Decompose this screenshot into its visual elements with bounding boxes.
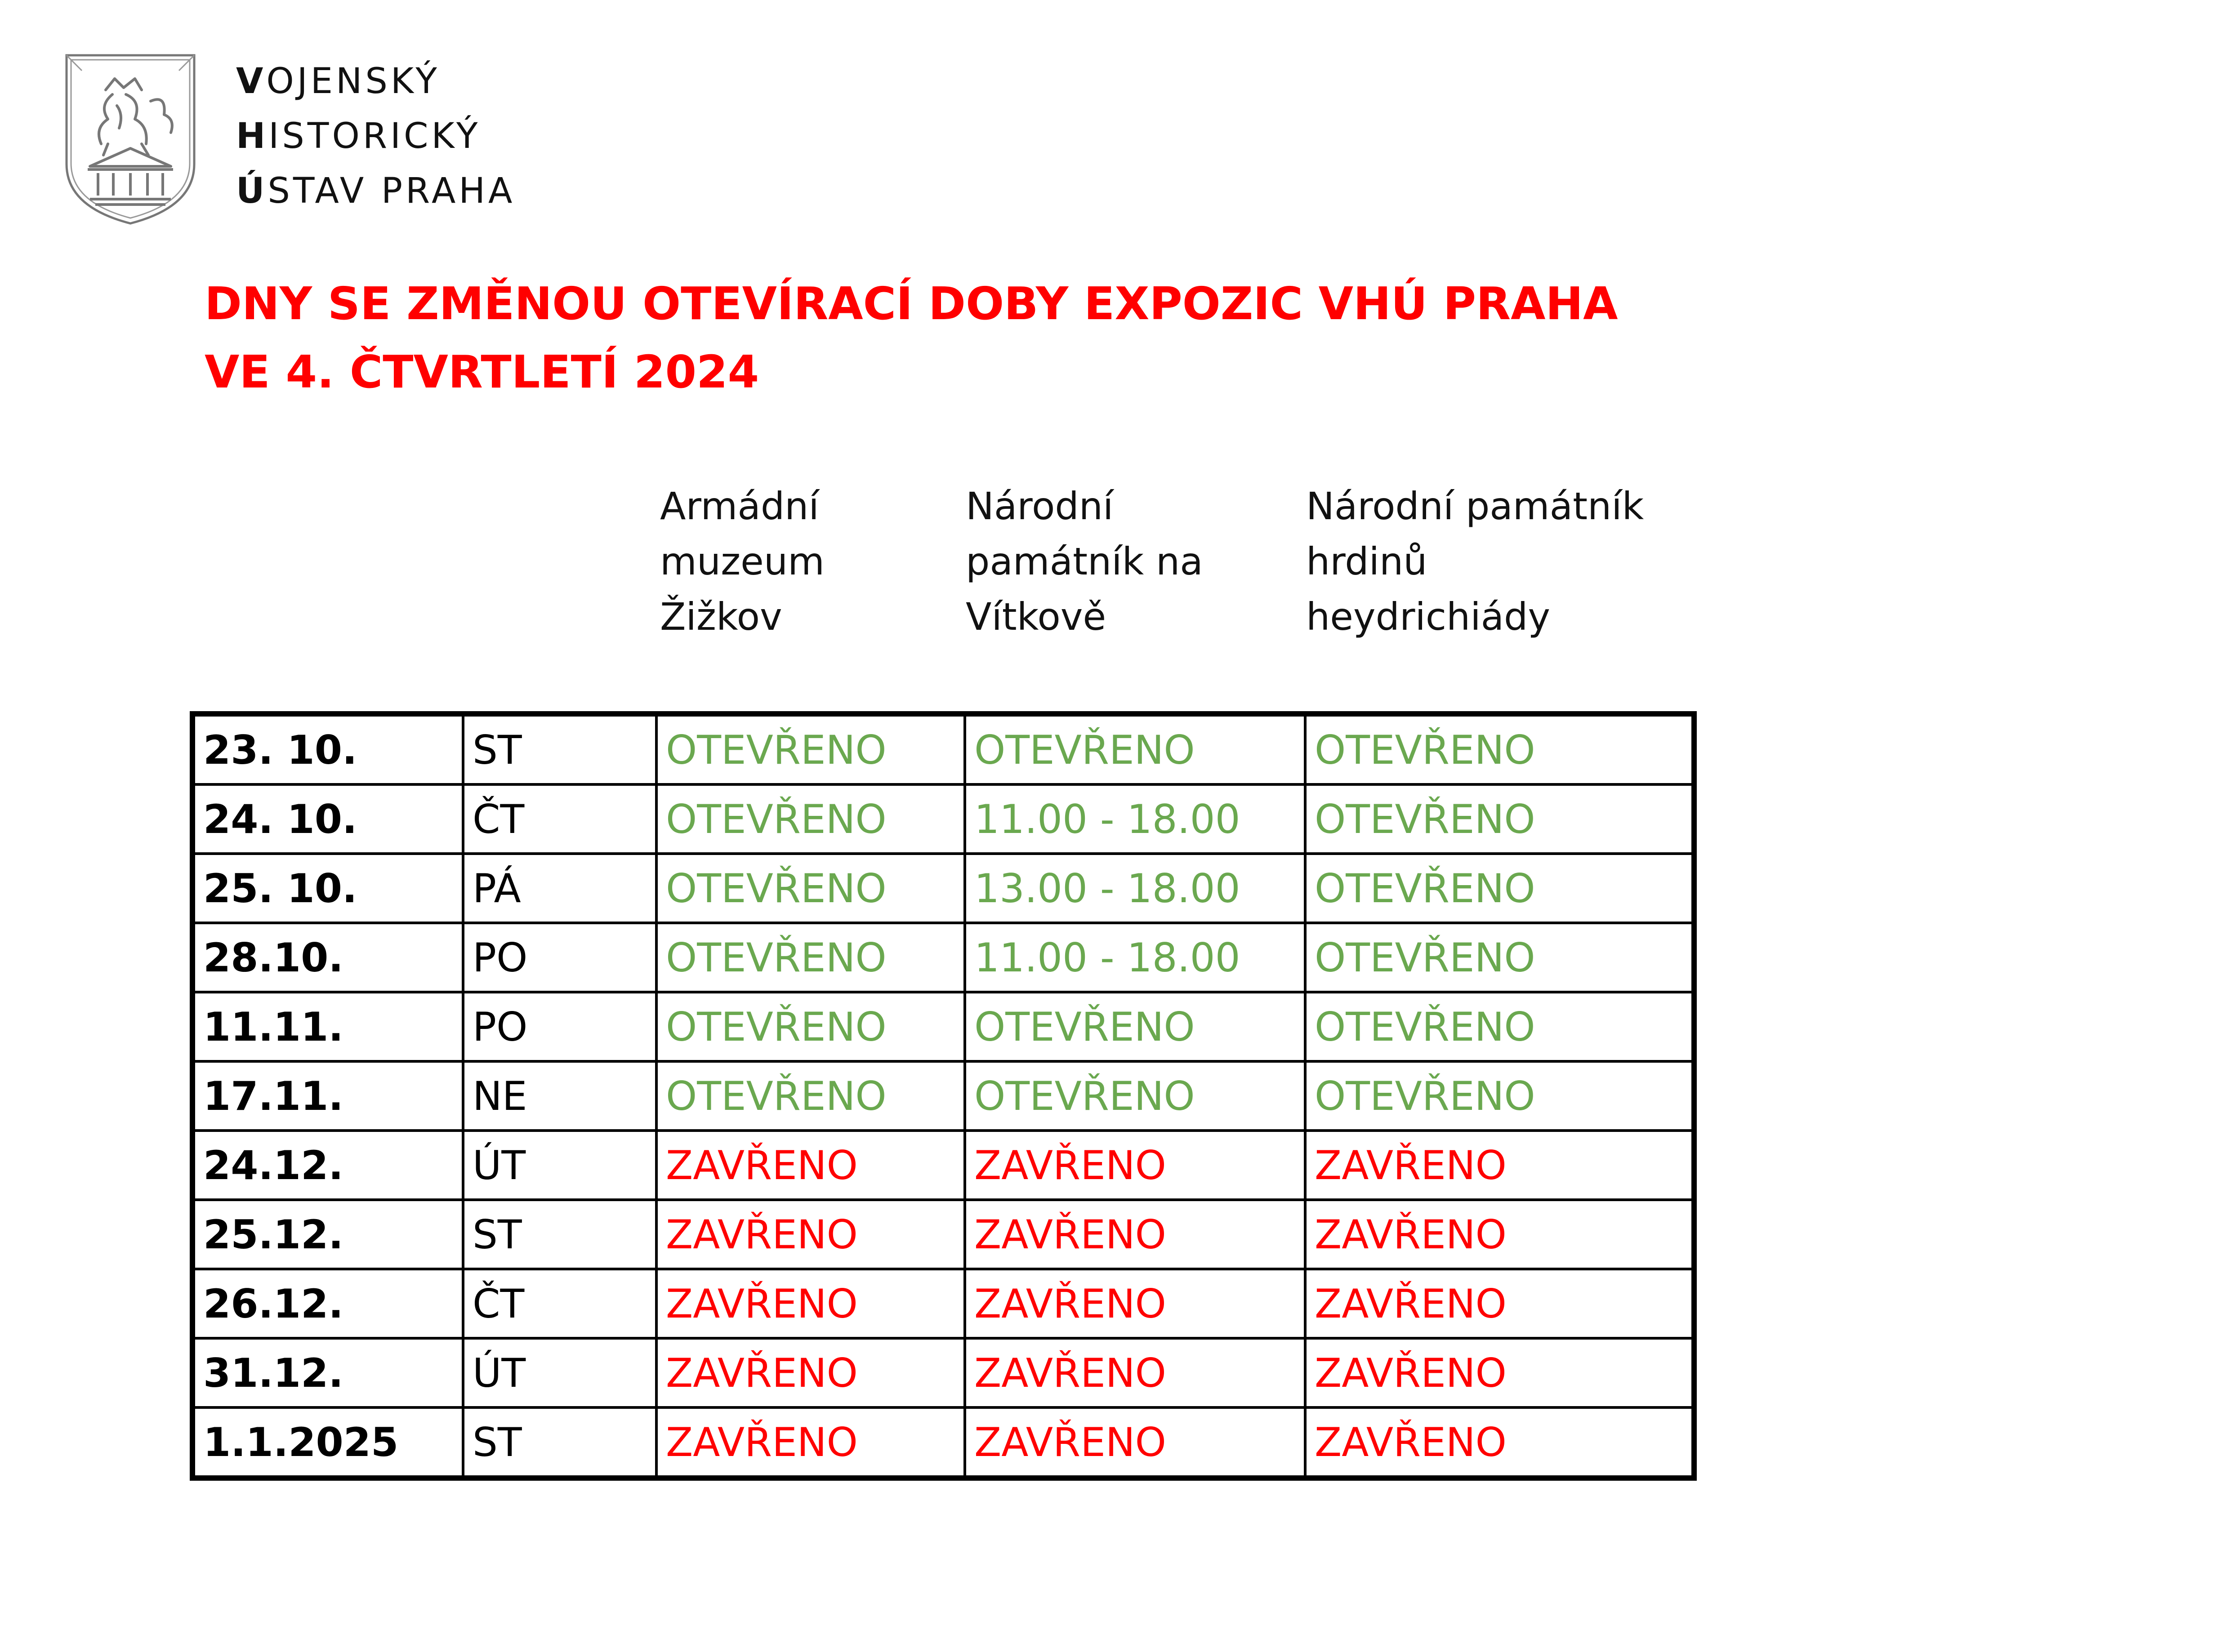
table-row (192, 714, 1694, 784)
vitkov-status-cell: ZAVŘENO (965, 1338, 1305, 1407)
weekday-cell: ST (463, 1200, 656, 1269)
heydrichiada-status-cell: OTEVŘENO (1305, 784, 1694, 854)
weekday-cell: ČT (463, 784, 656, 854)
table-row (192, 992, 1694, 1061)
heydrichiada-status-cell: ZAVŘENO (1305, 1200, 1694, 1269)
institute-name (236, 54, 515, 218)
army-museum-status-cell: OTEVŘENO (656, 1061, 965, 1131)
weekday-cell: PO (463, 992, 656, 1061)
army-museum-status-cell: OTEVŘENO (656, 784, 965, 854)
vitkov-status-cell: ZAVŘENO (965, 1269, 1305, 1338)
table-row (192, 784, 1694, 854)
heydrichiada-status-cell: OTEVŘENO (1305, 992, 1694, 1061)
weekday-cell: NE (463, 1061, 656, 1131)
table-row (192, 854, 1694, 923)
vitkov-status-cell: 13.00 - 18.00 (965, 854, 1305, 923)
weekday-cell: ST (463, 714, 656, 784)
date-cell: 25. 10. (192, 854, 463, 923)
table-row (192, 1131, 1694, 1200)
date-cell: 24. 10. (192, 784, 463, 854)
institute-name-line-1: VOJENSKÝ (236, 61, 440, 102)
table-row (192, 1269, 1694, 1338)
institute-name-line-3: ÚSTAV PRAHA (236, 171, 516, 211)
army-museum-status-cell: OTEVŘENO (656, 854, 965, 923)
table-row (192, 923, 1694, 992)
weekday-cell: ÚT (463, 1131, 656, 1200)
army-museum-status-cell: ZAVŘENO (656, 1407, 965, 1478)
weekday-cell: ST (463, 1407, 656, 1478)
date-cell: 23. 10. (192, 714, 463, 784)
page-title (205, 270, 1618, 406)
institute-name-line-2: HISTORICKÝ (236, 116, 481, 156)
date-cell: 31.12. (192, 1338, 463, 1407)
vitkov-status-cell: 11.00 - 18.00 (965, 784, 1305, 854)
date-cell: 26.12. (192, 1269, 463, 1338)
weekday-cell: ČT (463, 1269, 656, 1338)
table-row (192, 1338, 1694, 1407)
vitkov-status-cell: OTEVŘENO (965, 714, 1305, 784)
army-museum-status-cell: ZAVŘENO (656, 1269, 965, 1338)
army-museum-status-cell: ZAVŘENO (656, 1200, 965, 1269)
heydrichiada-status-cell: OTEVŘENO (1305, 854, 1694, 923)
opening-hours-table-body (192, 714, 1694, 1478)
institute-crest-logo (63, 52, 198, 227)
date-cell: 25.12. (192, 1200, 463, 1269)
heydrichiada-status-cell: OTEVŘENO (1305, 923, 1694, 992)
date-cell: 24.12. (192, 1131, 463, 1200)
venue-header-army-museum: Armádní muzeum Žižkov (660, 484, 825, 639)
date-cell: 1.1.2025 (192, 1407, 463, 1478)
heydrichiada-status-cell: OTEVŘENO (1305, 714, 1694, 784)
table-row (192, 1200, 1694, 1269)
vitkov-status-cell: ZAVŘENO (965, 1407, 1305, 1478)
heydrichiada-status-cell: ZAVŘENO (1305, 1131, 1694, 1200)
table-row (192, 1061, 1694, 1131)
army-museum-status-cell: ZAVŘENO (656, 1131, 965, 1200)
weekday-cell: ÚT (463, 1338, 656, 1407)
venue-header-heydrichiada-memorial: Národní památník hrdinů heydrichiády (1306, 484, 1644, 639)
vitkov-status-cell: ZAVŘENO (965, 1131, 1305, 1200)
vitkov-status-cell: 11.00 - 18.00 (965, 923, 1305, 992)
page-title-line-1: DNY SE ZMĚNOU OTEVÍRACÍ DOBY EXPOZIC VHÚ PRAHA (205, 277, 1618, 330)
army-museum-status-cell: OTEVŘENO (656, 992, 965, 1061)
heydrichiada-status-cell: OTEVŘENO (1305, 1061, 1694, 1131)
army-museum-status-cell: OTEVŘENO (656, 714, 965, 784)
vitkov-status-cell: ZAVŘENO (965, 1200, 1305, 1269)
date-cell: 11.11. (192, 992, 463, 1061)
venue-header-vitkov-memorial: Národní památník na Vítkově (966, 484, 1203, 639)
heydrichiada-status-cell: ZAVŘENO (1305, 1338, 1694, 1407)
date-cell: 28.10. (192, 923, 463, 992)
heydrichiada-status-cell: ZAVŘENO (1305, 1269, 1694, 1338)
weekday-cell: PO (463, 923, 656, 992)
table-row (192, 1407, 1694, 1478)
weekday-cell: PÁ (463, 854, 656, 923)
heydrichiada-status-cell: ZAVŘENO (1305, 1407, 1694, 1478)
vitkov-status-cell: OTEVŘENO (965, 1061, 1305, 1131)
army-museum-status-cell: ZAVŘENO (656, 1338, 965, 1407)
opening-hours-table (190, 711, 1697, 1481)
vitkov-status-cell: OTEVŘENO (965, 992, 1305, 1061)
army-museum-status-cell: OTEVŘENO (656, 923, 965, 992)
date-cell: 17.11. (192, 1061, 463, 1131)
page-title-line-2: VE 4. ČTVRTLETÍ 2024 (205, 346, 759, 398)
